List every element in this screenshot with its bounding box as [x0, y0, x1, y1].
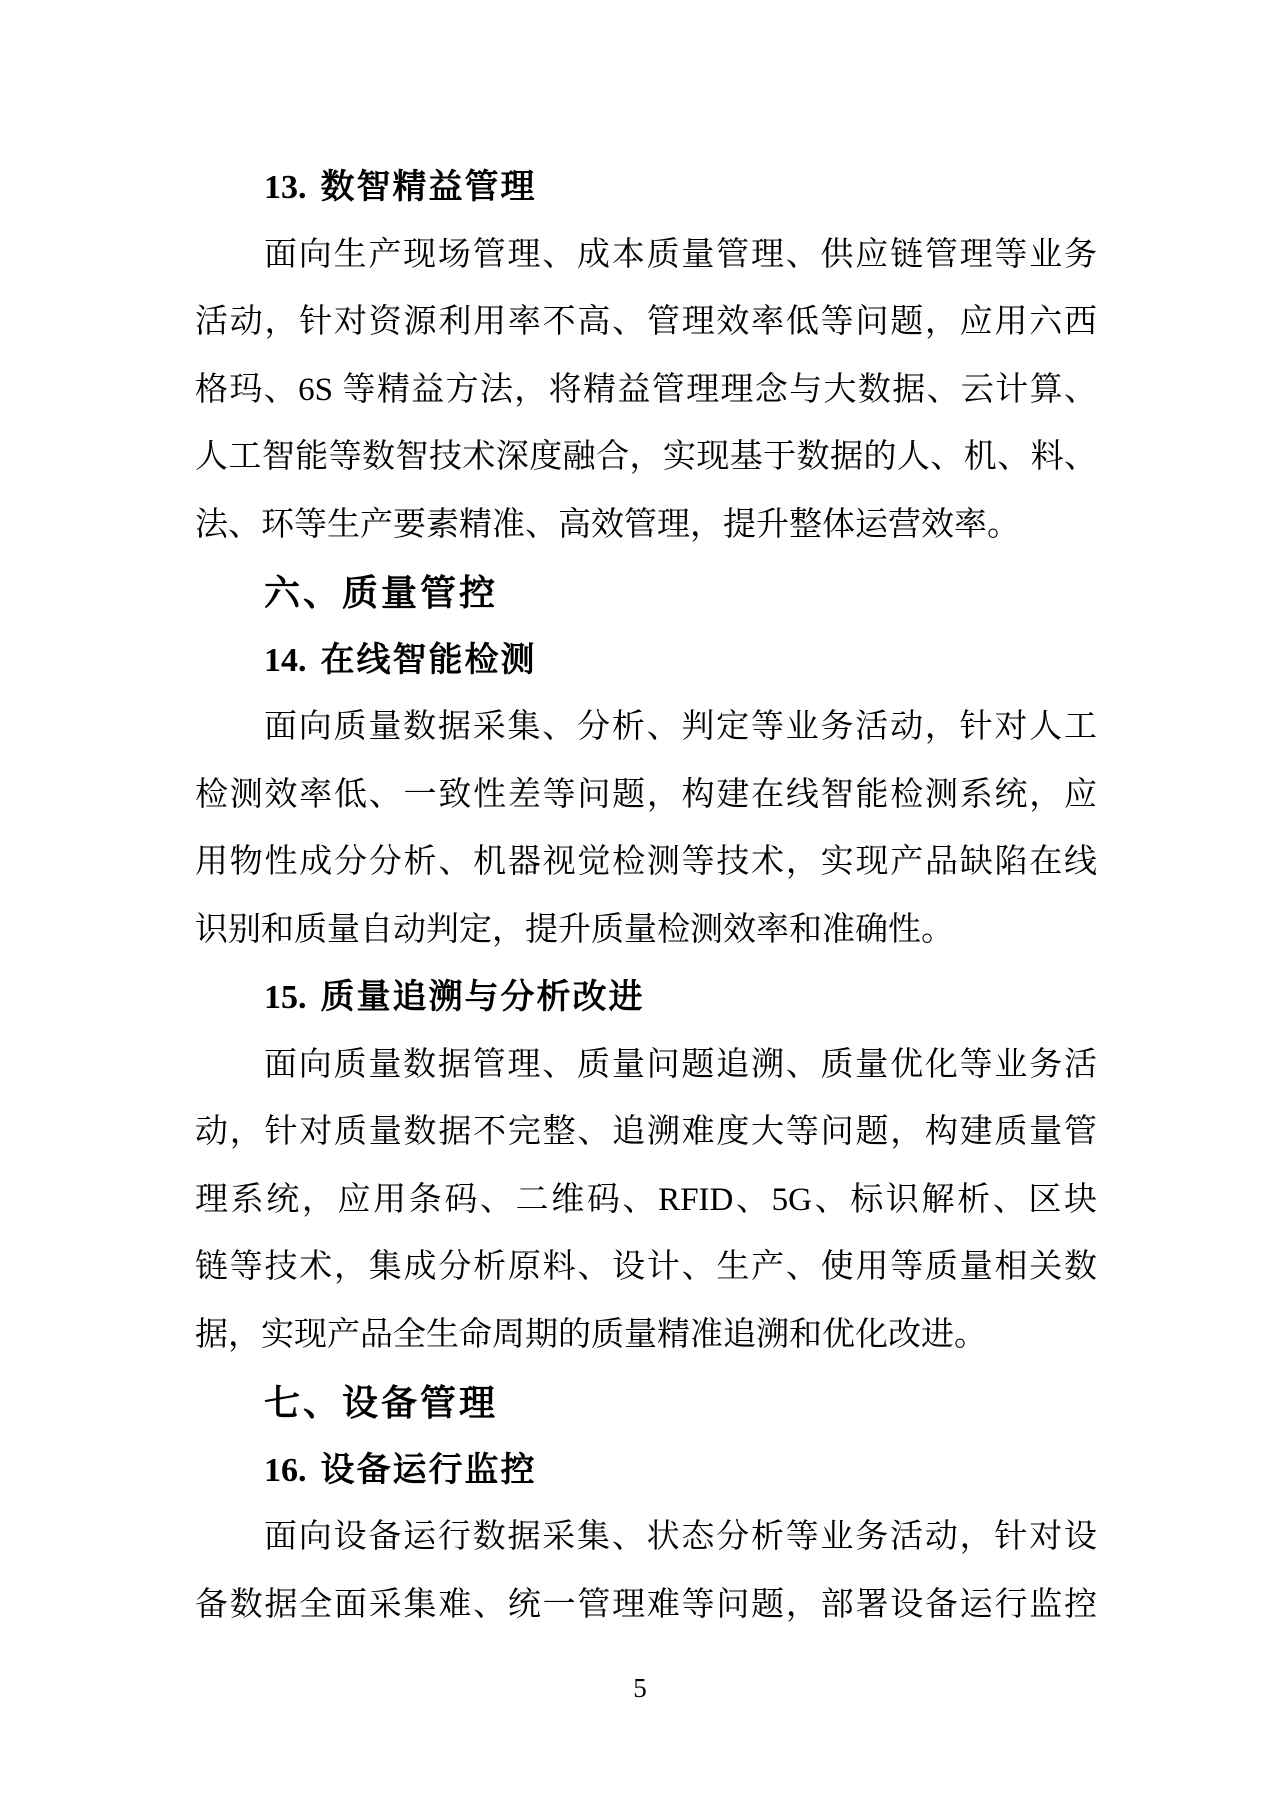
numbered-heading — [195, 627, 1097, 695]
paragraph-line: 面向质量数据管理、质量问题追溯、质量优化等业务活 — [264, 1046, 1097, 1083]
numbered-heading — [195, 1437, 1097, 1505]
heading-number: 15. — [264, 979, 307, 1016]
paragraph-line: 链等技术，集成分析原料、设计、生产、使用等质量相关数 — [195, 1249, 1097, 1285]
heading-title: 设备运行监控 — [320, 1451, 537, 1489]
paragraph-line: 活动，针对资源利用率不高、管理效率低等问题，应用六西 — [195, 304, 1097, 340]
paragraph — [195, 1032, 1097, 1370]
page-number: 5 — [633, 1673, 647, 1703]
paragraph-line: 理系统，应用条码、二维码、RFID、5G、标识解析、区块 — [195, 1181, 1097, 1218]
heading-title: 在线智能检测 — [320, 641, 537, 679]
paragraph-line: 备数据全面采集难、统一管理难等问题，部署设备运行监控 — [195, 1586, 1097, 1623]
paragraph-line: 法、环等生产要素精准、高效管理，提升整体运营效率。 — [195, 506, 1020, 543]
paragraph — [195, 1504, 1097, 1639]
document-content — [195, 154, 1097, 1639]
paragraph — [195, 222, 1097, 560]
paragraph-line: 人工智能等数智技术深度融合，实现基于数据的人、机、料、 — [195, 439, 1097, 475]
paragraph-line: 检测效率低、一致性差等问题，构建在线智能检测系统，应 — [195, 776, 1097, 813]
heading-number: 13. — [264, 169, 307, 206]
numbered-heading — [195, 964, 1097, 1032]
paragraph-line: 面向质量数据采集、分析、判定等业务活动，针对人工 — [264, 709, 1097, 745]
heading-number: 14. — [264, 641, 307, 679]
paragraph — [195, 694, 1097, 964]
paragraph-line: 动，针对质量数据不完整、追溯难度大等问题，构建质量管 — [195, 1114, 1097, 1150]
paragraph-line: 面向生产现场管理、成本质量管理、供应链管理等业务 — [264, 236, 1097, 273]
numbered-heading — [195, 154, 1097, 222]
section-heading: 七、设备管理 — [264, 1382, 499, 1423]
section-heading: 六、质量管控 — [264, 572, 499, 613]
paragraph-line: 据，实现产品全生命周期的质量精准追溯和优化改进。 — [195, 1316, 987, 1353]
heading-title: 质量追溯与分析改进 — [320, 979, 645, 1016]
paragraph-line: 识别和质量自动判定，提升质量检测效率和准确性。 — [195, 911, 954, 948]
heading-number: 16. — [264, 1451, 307, 1489]
heading-title: 数智精益管理 — [320, 169, 537, 206]
paragraph-line: 格玛、6S 等精益方法，将精益管理理念与大数据、云计算、 — [195, 371, 1097, 408]
paragraph-line: 用物性成分分析、机器视觉检测等技术，实现产品缺陷在线 — [195, 844, 1097, 880]
paragraph-line: 面向设备运行数据采集、状态分析等业务活动，针对设 — [264, 1519, 1097, 1555]
